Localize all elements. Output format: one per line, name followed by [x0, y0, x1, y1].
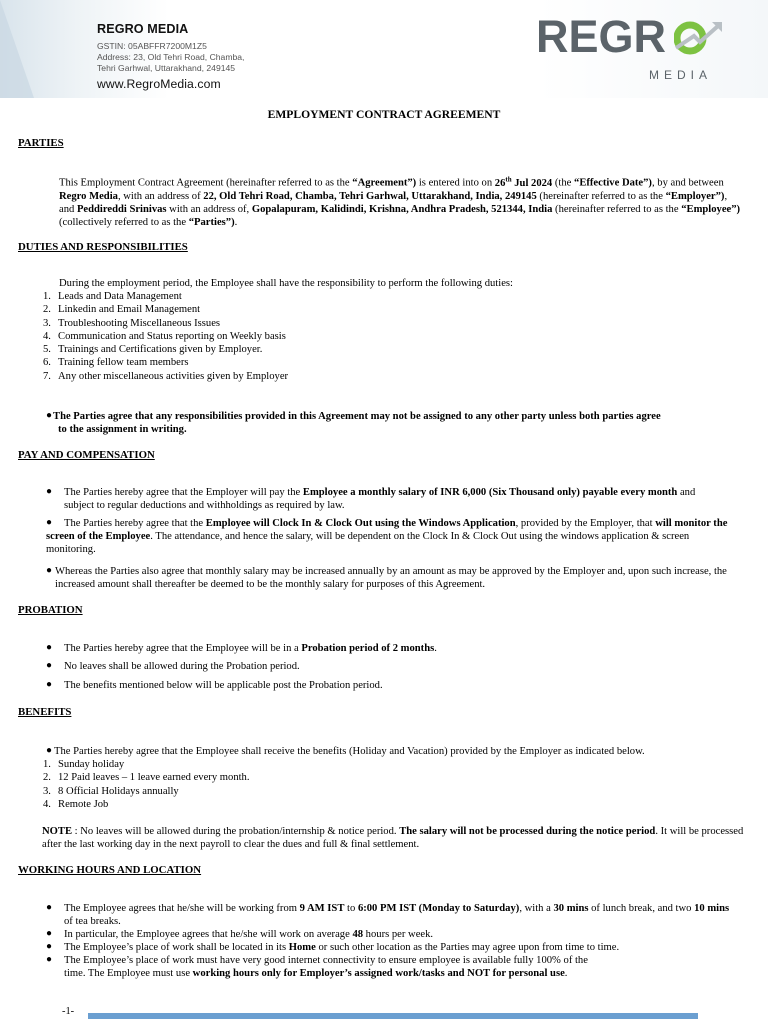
bullet-icon: ● — [46, 928, 53, 939]
duties-intro: During the employment period, the Employee shall have the responsibility to perform the following duties: — [59, 278, 513, 289]
parties-text: (the — [552, 177, 575, 189]
note-label: NOTE — [42, 826, 73, 837]
company-gstin: GSTIN: 05ABFFR7200M1Z5 — [97, 40, 207, 51]
list-item: 5. Trainings and Certifications given by Employer. — [43, 344, 263, 356]
list-item: 4. Communication and Status reporting on Weekly basis — [43, 330, 286, 342]
regro-media-logo — [536, 11, 726, 84]
benefits-note: NOTE : No leaves will be allowed during the probation/internship & notice period. The salary will not be processed during the notice period. It will be processed after the last working day in the next payroll to clear the dues and full & final settlement. — [42, 826, 744, 851]
parties-text: , with an address of — [117, 190, 204, 202]
term-parties: “Parties”) — [188, 216, 235, 228]
parties-text: , by and between — [651, 177, 724, 189]
parties-paragraph: This Employment Contract Agreement (hereinafter referred to as the “Agreement”) is entered into on 26th Jul 2024 (the “Effective Date”), by and between Regro Media, with an address of 22, Old Tehri Road, Chamba, Tehri Garhwal, Uttarakhand, India, 249145 (hereinafter referred to as the “Employer”), and Peddireddi Srinivas with an address of, Gopalapuram, Kalidindi, Krishna, Andhra Pradesh, 521344, India (hereinafter referred to as the “Employee”) (collectively referred to as the “Parties”). — [59, 175, 741, 228]
list-item: 1. Sunday holiday — [43, 759, 125, 770]
pay-bullet-salary: ● The Parties hereby agree that the Employer will pay the Employee a monthly salary of INR 6,000 (Six Thousand only) payable every month and subject to regular deductions and withholdings as required by law. — [46, 486, 696, 512]
pay-bullet-increment: ● Whereas the Parties also agree that monthly salary may be increased annually by an amount as may be approved by the Employer and, upon such increase, the increased amount shall thereafter be deemed to be the monthly salary for purposes of this Agreement. — [46, 565, 727, 591]
duties-list — [43, 290, 288, 383]
list-item: 7. Any other miscellaneous activities given by Employer — [43, 370, 289, 382]
company-website: www.RegroMedia.com — [97, 76, 221, 91]
term-employer: “Employer”) — [665, 190, 725, 202]
logo-arrow-o-icon — [674, 18, 726, 58]
employee-address: Gopalapuram, Kalidindi, Krishna, Andhra Pradesh, 521344, India — [251, 203, 553, 215]
effective-date: 26th Jul 2024 — [494, 175, 553, 189]
section-heading-duties: DUTIES AND RESPONSIBILITIES — [18, 241, 188, 253]
list-item: 3. Troubleshooting Miscellaneous Issues — [43, 317, 221, 329]
bullet-icon: ● — [46, 660, 53, 671]
bullet-icon: ● — [46, 679, 53, 690]
bullet-icon: ● — [46, 745, 53, 756]
letterhead — [0, 0, 768, 98]
section-heading-probation: PROBATION — [18, 604, 83, 616]
list-item: 2. 12 Paid leaves – 1 leave earned every month. — [43, 772, 250, 784]
list-item: 3. 8 Official Holidays annually — [43, 785, 179, 797]
bullet-icon: ● — [46, 954, 53, 965]
term-agreement: “Agreement”) — [352, 177, 417, 189]
employer-address: 22, Old Tehri Road, Chamba, Tehri Garhwal, Uttarakhand, India, 249145 — [203, 190, 537, 202]
bullet-icon: ● — [46, 517, 53, 528]
term-effective-date: “Effective Date”) — [574, 177, 652, 189]
list-item: 6. Training fellow team members — [43, 357, 189, 369]
benefits-list — [43, 758, 250, 811]
bullet-icon: ● — [46, 642, 53, 653]
parties-text: with an address of, — [166, 203, 252, 215]
term-employee: “Employee”) — [681, 203, 741, 215]
company-info — [97, 22, 244, 92]
logo-wordmark: REGR — [536, 11, 667, 62]
parties-text: (hereinafter referred to as the — [536, 190, 666, 202]
parties-text: is entered into on — [416, 177, 495, 189]
page-number: -1- — [62, 1006, 75, 1017]
list-item: 4. Remote Job — [43, 798, 109, 810]
bullet-icon: ● — [46, 486, 53, 497]
working-bullet-internet: ● The Employee’s place of work must have very good internet connectivity to ensure employee is available fully 100% of the time. The Employee must use working hours only for Employer’s assigned work/tasks and NOT for personal use. — [46, 954, 588, 980]
employee-name: Peddireddi Srinivas — [76, 203, 167, 215]
company-address-line2: Tehri Garhwal, Uttarakhand, 249145 — [97, 63, 236, 74]
probation-bullet-leaves: ● No leaves shall be allowed during the Probation period. — [46, 660, 300, 672]
benefits-intro: ● The Parties hereby agree that the Employee shall receive the benefits (Holiday and Vacation) provided by the Employer as indicated below. — [46, 745, 645, 757]
duties-assignment-note: ● The Parties agree that any responsibilities provided in this Agreement may not be assigned to any other party unless both parties agree to the assignment in writing. — [46, 410, 661, 436]
pay-bullet-clock-in: ● The Parties hereby agree that the Employee will Clock In & Clock Out using the Windows Application, provided by the Employer, that will monitor the screen of the Employee. The attendance, and hence the salary, will be dependent on the Clock In & Clock Out using the windows application & screen monitoring. — [46, 517, 728, 556]
working-bullet-weekly: ● In particular, the Employee agrees that he/she will work on average 48 hours per week. — [46, 928, 434, 940]
parties-text: (hereinafter referred to as the — [552, 203, 682, 215]
company-name: REGRO MEDIA — [97, 22, 189, 36]
probation-bullet-benefits: ● The benefits mentioned below will be applicable post the Probation period. — [46, 679, 383, 691]
parties-text: This Employment Contract Agreement (hereinafter referred to as the — [59, 177, 353, 189]
bullet-icon: ● — [46, 902, 53, 913]
footer-rule — [88, 1013, 698, 1019]
document-title: EMPLOYMENT CONTRACT AGREEMENT — [267, 108, 501, 121]
parties-text: (collectively referred to as the — [59, 216, 189, 228]
logo-subtitle: MEDIA — [649, 68, 713, 82]
employer-name: Regro Media — [59, 190, 118, 202]
section-heading-benefits: BENEFITS — [18, 706, 72, 718]
working-bullet-location: ● The Employee’s place of work shall be located in its Home or such other location as the Parties may agree upon from time to time. — [46, 941, 620, 953]
list-item: 2. Linkedin and Email Management — [43, 304, 201, 316]
list-item: 1. Leads and Data Management — [43, 291, 182, 302]
bullet-icon: ● — [46, 565, 53, 576]
parties-text: , and — [59, 190, 728, 215]
working-bullet-hours: ● The Employee agrees that he/she will be working from 9 AM IST to 6:00 PM IST (Monday to Saturday), with a 30 mins of lunch break, and two 10 mins of tea breaks. — [46, 902, 730, 928]
bullet-icon: ● — [46, 941, 53, 952]
probation-bullet-period: ● The Parties hereby agree that the Employee will be in a Probation period of 2 months. — [46, 642, 437, 654]
section-heading-pay: PAY AND COMPENSATION — [18, 449, 155, 461]
letterhead-corner-accent — [0, 0, 34, 98]
company-address-line1: Address: 23, Old Tehri Road, Chamba, — [97, 51, 245, 62]
section-heading-parties: PARTIES — [18, 137, 64, 149]
section-heading-working-hours: WORKING HOURS AND LOCATION — [18, 864, 202, 876]
bullet-icon: ● — [46, 410, 53, 421]
